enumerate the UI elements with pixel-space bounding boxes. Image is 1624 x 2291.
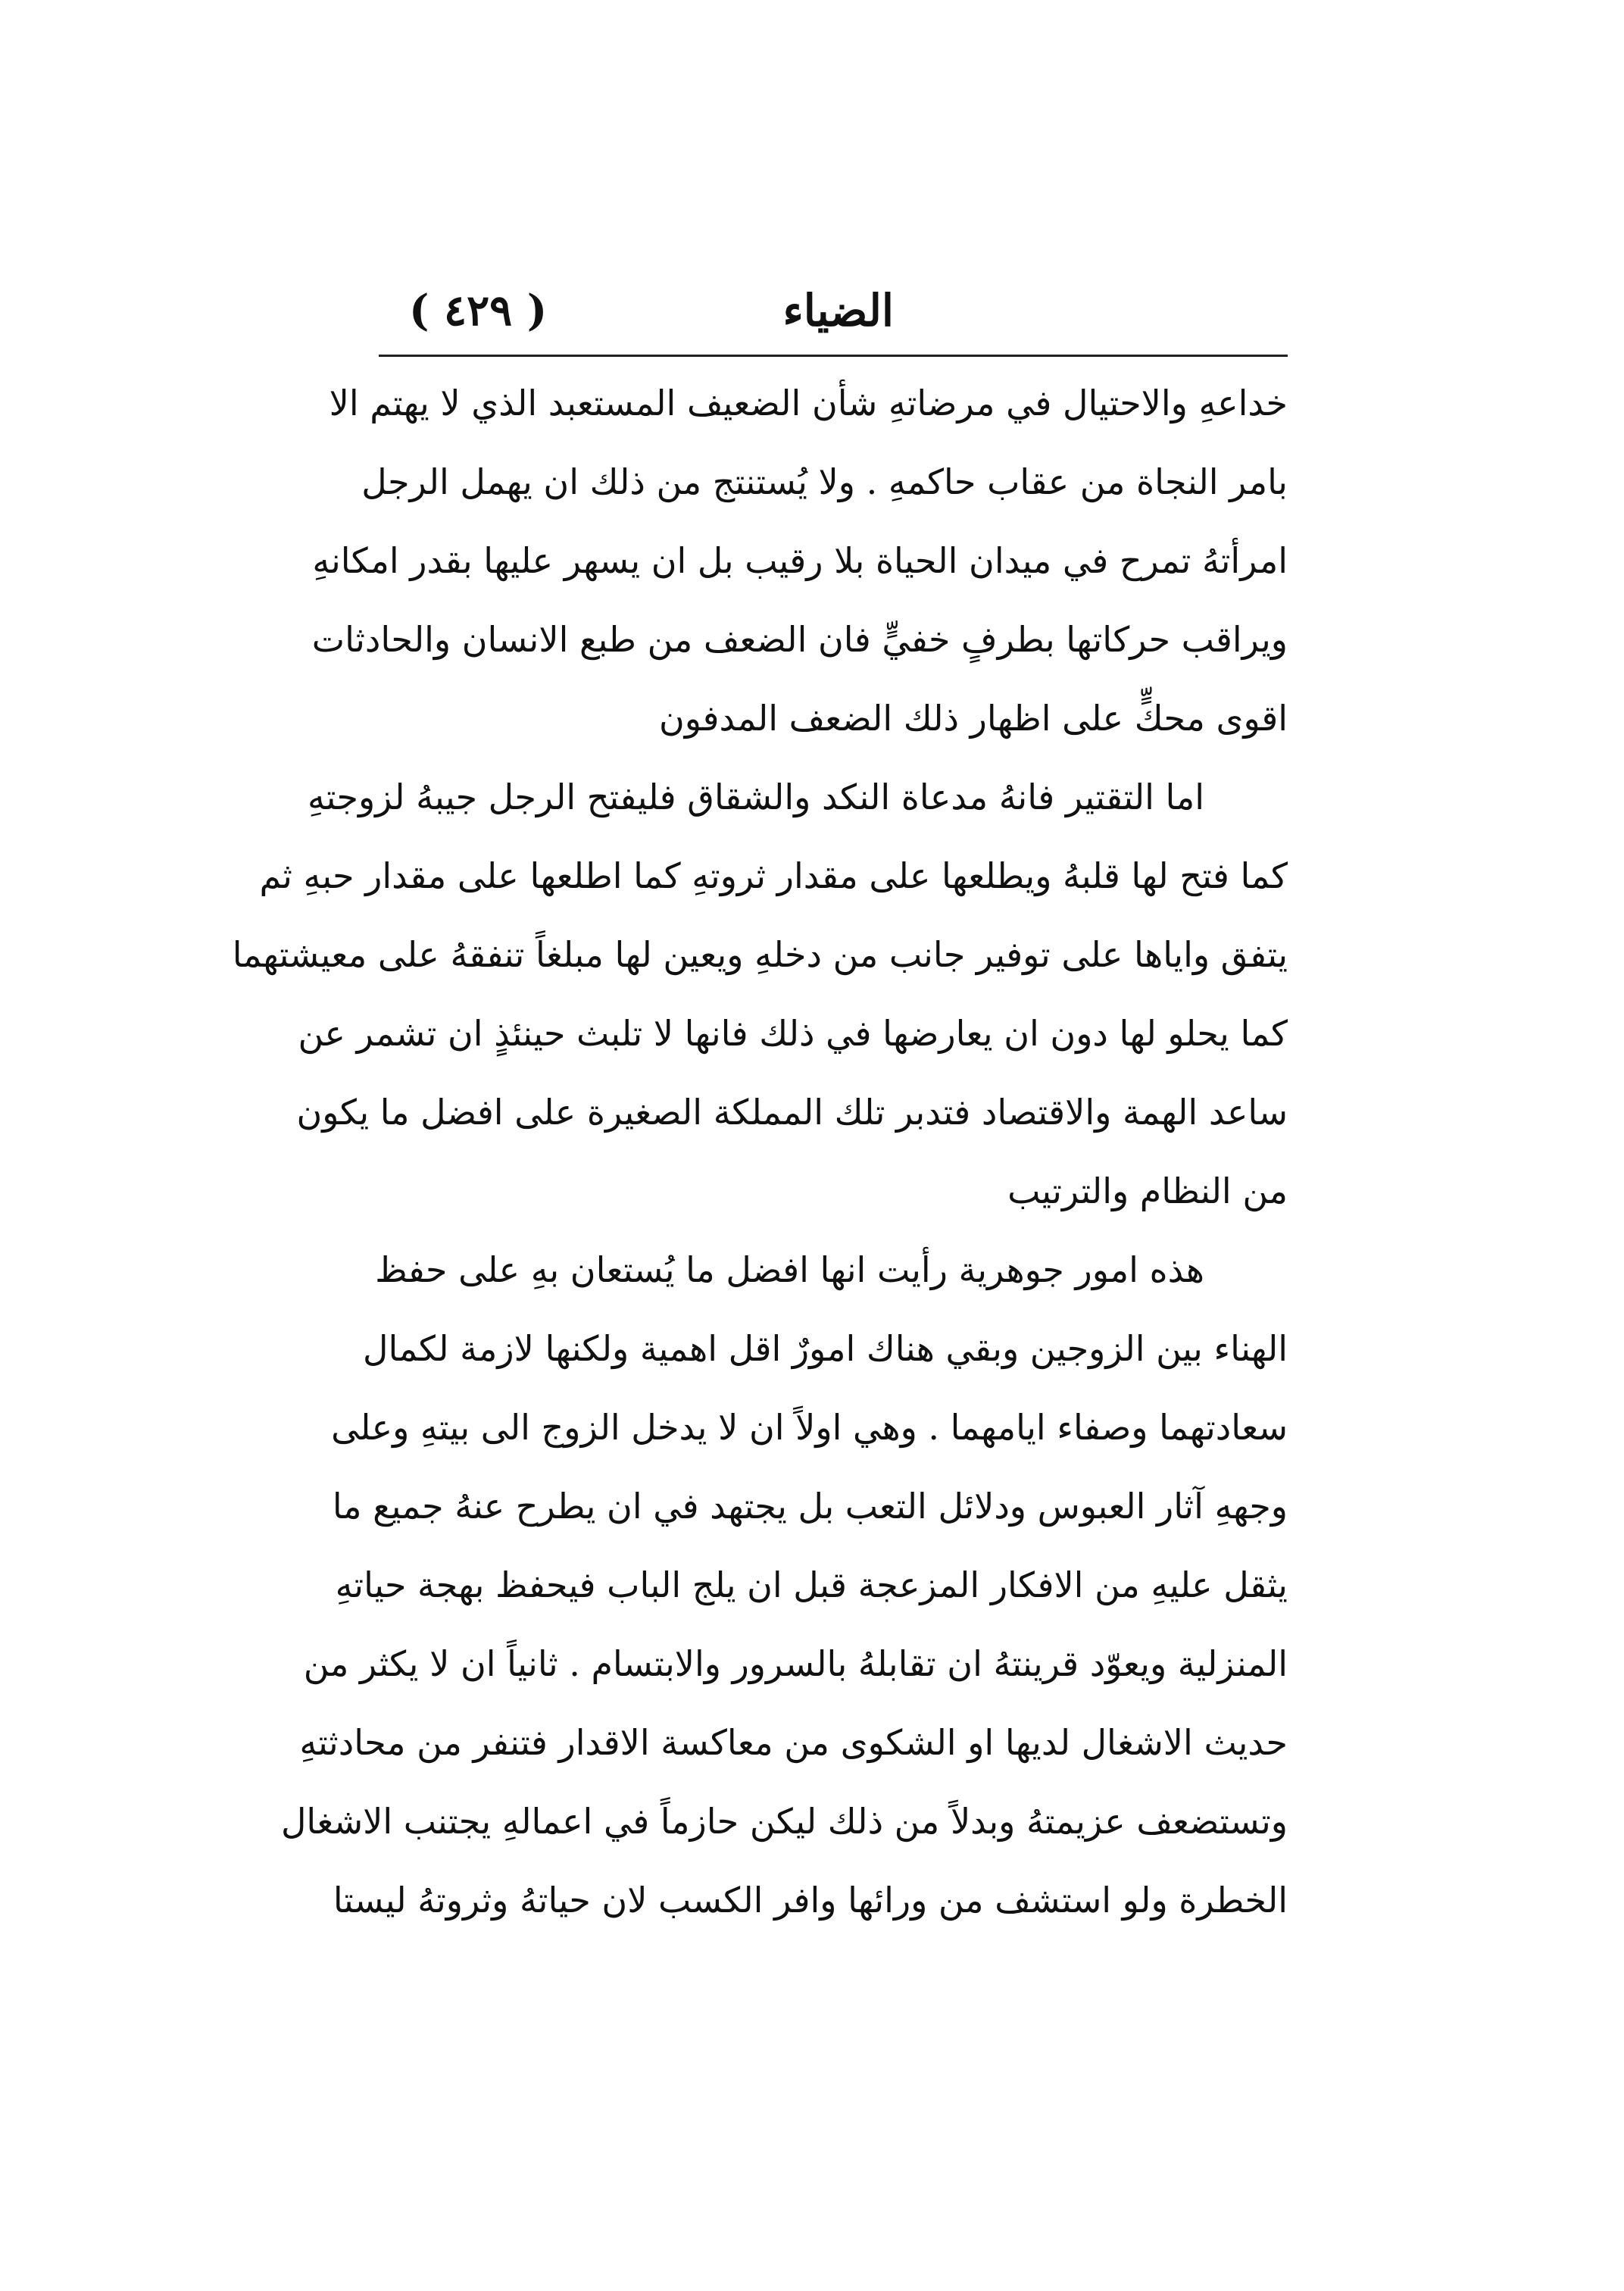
- text-line: حديث الاشغال لديها او الشكوى من معاكسة الاقدار فتنفر من محادثتهِ: [299, 1722, 1288, 1763]
- page-number: ( ٤٢٩ ): [409, 286, 548, 336]
- text-line: يثقل عليهِ من الافكار المزعجة قبل ان يلج الباب فيحفظ بهجة حياتهِ: [335, 1564, 1288, 1605]
- text-line: بامر النجاة من عقاب حاكمهِ . ولا يُستنتج من ذلك ان يهمل الرجل: [361, 461, 1288, 502]
- text-line: المنزلية ويعوّد قرينتهُ ان تقابلهُ بالسرور والابتسام . ثانياً ان لا يكثر من: [303, 1643, 1288, 1684]
- text-line: خداعهِ والاحتيال في مرضاتهِ شأن الضعيف المستعبد الذي لا يهتم الا: [329, 383, 1288, 424]
- text-line: اقوى محكٍّ على اظهار ذلك الضعف المدفون: [658, 698, 1288, 739]
- page-header: [379, 273, 1288, 348]
- header-rule: [379, 355, 1288, 357]
- text-line: كما يحلو لها دون ان يعارضها في ذلك فانها لا تلبث حينئذٍ ان تشمر عن: [298, 1013, 1288, 1054]
- journal-title: الضياء: [782, 285, 894, 336]
- paragraph-start-line: هذه امور جوهرية رأيت انها افضل ما يُستعان بهِ على حفظ: [375, 1249, 1204, 1290]
- text-line: ساعد الهمة والاقتصاد فتدبر تلك المملكة الصغيرة على افضل ما يكون: [296, 1092, 1288, 1133]
- text-line: وجههِ آثار العبوس ودلائل التعب بل يجتهد في ان يطرح عنهُ جميع ما: [332, 1486, 1288, 1527]
- text-line: امرأتهُ تمرح في ميدان الحياة بلا رقيب بل ان يسهر عليها بقدر امكانهِ: [312, 540, 1288, 581]
- text-line: كما فتح لها قلبهُ ويطلعها على مقدار ثروتهِ كما اطلعها على مقدار حبهِ ثم: [259, 855, 1288, 896]
- text-line: وتستضعف عزيمتهُ وبدلاً من ذلك ليكن حازماً في اعمالهِ يجتنب الاشغال: [280, 1801, 1288, 1842]
- text-line: سعادتهما وصفاء ايامهما . وهي اولاً ان لا يدخل الزوج الى بيتهِ وعلى: [331, 1407, 1288, 1448]
- paragraph-start-line: اما التقتير فانهُ مدعاة النكد والشقاق فليفتح الرجل جيبهُ لزوجتهِ: [307, 777, 1204, 817]
- text-line: من النظام والترتيب: [1007, 1171, 1288, 1211]
- text-line: الخطرة ولو استشف من ورائها وافر الكسب لان حياتهُ وثروتهُ ليستا: [333, 1880, 1288, 1921]
- text-line: الهناء بين الزوجين وبقي هناك امورٌ اقل اهمية ولكنها لازمة لكمال: [363, 1328, 1288, 1369]
- text-line: ويراقب حركاتها بطرفٍ خفيٍّ فان الضعف من طبع الانسان والحادثات: [311, 619, 1288, 660]
- text-line: يتفق واياها على توفير جانب من دخلهِ ويعين لها مبلغاً تنفقهُ على معيشتهما: [232, 934, 1288, 975]
- body-text: [232, 364, 1288, 2030]
